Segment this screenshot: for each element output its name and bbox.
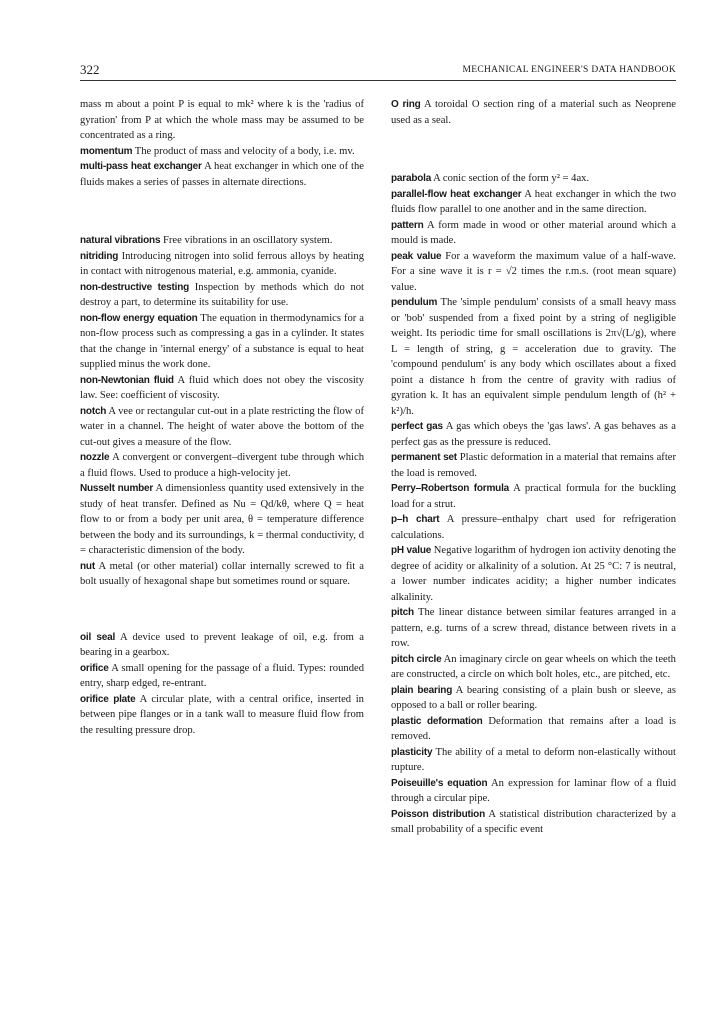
entry-term: nozzle — [80, 452, 110, 463]
entry-term: nut — [80, 560, 95, 572]
entry-term: natural vibrations — [80, 235, 161, 246]
entry-definition: Free vibrations in an oscillatory system. — [162, 235, 333, 246]
entry-term: perfect gas — [391, 421, 443, 432]
entry-term: pitch — [391, 607, 414, 618]
glossary-entry — [80, 159, 364, 190]
glossary-entry — [391, 683, 676, 714]
entry-term: Poisson distribution — [391, 808, 485, 820]
glossary-entry — [80, 144, 364, 160]
glossary-entry — [391, 295, 676, 419]
entry-definition: An expression for laminar flow of a fluid through a circular pipe. — [391, 777, 676, 804]
entry-definition: A gas which obeys the 'gas laws'. A gas behaves as a perfect gas as the pressure is reduced. — [391, 421, 676, 448]
glossary-entry — [80, 630, 364, 661]
entry-term: non-destructive testing — [80, 281, 190, 293]
entry-term: p–h chart — [391, 514, 440, 525]
glossary-entry — [391, 450, 676, 481]
entry-definition: Plastic deformation in a material that remains after the load is removed. — [391, 452, 676, 479]
entry-definition: The linear distance between similar features arranged in a pattern, e.g. turns of a screw thread, distance between rivets in a row. — [391, 607, 676, 649]
entry-definition: The equation in thermodynamics for a non-flow process such as compressing a gas in a cylinder. It states that the change in 'internal energy' of a substance is equal to heat supplied minus the work done. — [80, 312, 364, 370]
glossary-entry — [391, 171, 676, 187]
glossary-entry — [391, 419, 676, 450]
glossary-entry — [80, 249, 364, 280]
section-gap — [80, 190, 364, 233]
entry-definition: A toroidal O section ring of a material such as Neoprene used as a seal. — [391, 99, 676, 126]
entry-definition: Introducing nitrogen into solid ferrous alloys by heating in contact with nitrogenous material, e.g. ammonia, cyanide. — [80, 250, 365, 277]
entry-term: peak value — [391, 250, 442, 262]
entry-term: permanent set — [391, 452, 457, 463]
entry-term: plasticity — [391, 746, 433, 758]
entry-term: Perry–Robertson formula — [391, 483, 510, 494]
entry-definition: A form made in wood or other material around which a mould is made. — [391, 219, 676, 246]
entry-term: Poiseuille's equation — [391, 777, 488, 789]
glossary-entry — [391, 97, 676, 128]
entry-definition: A heat exchanger in which the two fluids flow parallel to one another and in the same direction. — [391, 188, 676, 215]
entry-term: nitriding — [80, 250, 119, 262]
glossary-entry — [80, 450, 364, 481]
entry-definition: Deformation that remains after a load is removed. — [391, 715, 676, 742]
entry-definition: A bearing consisting of a plain bush or sleeve, as opposed to a ball or roller bearing. — [391, 684, 676, 711]
entry-definition: For a waveform the maximum value of a half-wave. For a sine wave it is r = √2 times the r.m.s. (root mean square) value. — [391, 250, 676, 293]
entry-term: non-Newtonian fluid — [80, 374, 174, 386]
glossary-entry — [391, 807, 676, 838]
glossary-entry — [80, 233, 364, 249]
glossary-entry — [80, 661, 364, 692]
glossary-entry — [391, 745, 676, 776]
entry-term: momentum — [80, 145, 133, 157]
glossary-entry — [391, 652, 676, 683]
glossary-entry — [391, 512, 676, 543]
running-title: MECHANICAL ENGINEER'S DATA HANDBOOK — [462, 65, 676, 75]
glossary-entry — [391, 218, 676, 249]
entry-term: multi-pass heat exchanger — [80, 161, 202, 172]
glossary-entry — [391, 714, 676, 745]
entry-definition: A device used to prevent leakage of oil, e.g. from a bearing in a gearbox. — [80, 631, 364, 658]
entry-definition: A heat exchanger in which one of the fluids makes a series of passes in alternate directions. — [80, 161, 364, 188]
glossary-entry — [80, 559, 364, 590]
entry-definition: A convergent or convergent–divergent tube through which a fluid flows. Used to produce a high-velocity jet. — [80, 452, 364, 479]
entry-definition: The ability of a metal to deform non-elastically without rupture. — [391, 746, 676, 773]
glossary-entry — [391, 481, 676, 512]
entry-definition: A conic section of the form y² = 4ax. — [433, 173, 590, 184]
entry-definition: A fluid which does not obey the viscosity law. See: coefficient of viscosity. — [80, 374, 364, 401]
entry-term: notch — [80, 405, 107, 417]
entry-term: plain bearing — [391, 684, 453, 696]
entry-definition: A statistical distribution characterized by a small probability of a specific event — [391, 808, 676, 835]
entry-definition: The 'simple pendulum' consists of a small heavy mass or 'bob' suspended from a fixed point by a string of negligible weight. Its periodic time for small oscillations is 2π√(L/g), where L = length of string, g = acceleration due to gravity. The 'compound pendulum' is any body which oscillates about a fixed point a distance h from the centre of gravity with radius of gyration k. It has an equivalent simple pendulum length of (h² + k²)/h. — [391, 297, 676, 417]
left-column — [80, 97, 364, 738]
entry-term: oil seal — [80, 631, 116, 643]
glossary-entry — [80, 481, 364, 559]
entry-term: Nusselt number — [80, 483, 154, 494]
glossary-entry — [80, 311, 364, 373]
glossary-entry — [80, 97, 364, 144]
glossary-entry — [391, 187, 676, 218]
entry-definition: Inspection by methods which do not destroy a part, to determine its suitability for use. — [80, 281, 364, 308]
section-gap — [391, 128, 676, 171]
glossary-entry — [391, 543, 676, 605]
glossary-entry — [391, 605, 676, 652]
entry-term: parallel-flow heat exchanger — [391, 188, 522, 200]
entry-term: pattern — [391, 219, 424, 231]
entry-definition: mass m about a point P is equal to mk² where k is the 'radius of gyration' from P at which the whole mass may be assumed to be concentrated as a ring. — [80, 99, 364, 141]
entry-term: pitch circle — [391, 653, 442, 665]
entry-term: orifice plate — [80, 693, 136, 705]
glossary-entry — [391, 776, 676, 807]
glossary-entry — [80, 692, 364, 739]
entry-term: pendulum — [391, 297, 438, 308]
entry-definition: A metal (or other material) collar internally screwed to fit a bolt usually of hexagonal shape but sometimes round or square. — [80, 560, 364, 587]
entry-definition: A pressure–enthalpy chart used for refrigeration calculations. — [391, 514, 676, 541]
entry-definition: A vee or rectangular cut-out in a plate restricting the flow of water in a channel. The height of water above the bottom of the cut-out gives a measure of the flow. — [80, 405, 364, 448]
glossary-entry — [80, 280, 364, 311]
entry-term: O ring — [391, 99, 421, 110]
glossary-entry — [80, 404, 364, 451]
entry-definition: Negative logarithm of hydrogen ion activity denoting the degree of acidity or alkalinity of a solution. At 25 °C: 7 is neutral, a lower number indicates acidity; a higher number indicates alkalinity. — [391, 545, 676, 603]
page-number: 322 — [80, 62, 100, 77]
section-gap — [80, 590, 364, 630]
entry-definition: A small opening for the passage of a fluid. Types: rounded entry, sharp edged, re-entrant. — [80, 662, 364, 689]
page-header — [80, 60, 676, 81]
entry-term: pH value — [391, 545, 432, 556]
entry-definition: An imaginary circle on gear wheels on which the teeth are constructed, a circle on which bolt holes, etc., are pitched, etc. — [391, 653, 676, 680]
right-column — [391, 97, 676, 838]
entry-definition: A circular plate, with a central orifice, inserted in between pipe flanges or in a tank wall to measure fluid flow from the resulting pressure drop. — [80, 693, 364, 736]
entry-definition: The product of mass and velocity of a body, i.e. mv. — [134, 145, 355, 157]
entry-definition: A practical formula for the buckling load for a strut. — [391, 483, 676, 510]
entry-term: non-flow energy equation — [80, 312, 198, 324]
entry-definition: A dimensionless quantity used extensively in the study of heat transfer. Defined as Nu = Qd/kθ, where Q = heat flow to or from a body per unit area, θ = temperature difference between the body and its surroundings, k = thermal conductivity, d = characteristic dimension of the body. — [80, 483, 364, 556]
entry-term: plastic deformation — [391, 715, 483, 727]
entry-term: orifice — [80, 662, 109, 674]
glossary-entry — [80, 373, 364, 404]
entry-term: parabola — [391, 173, 432, 184]
glossary-entry — [391, 249, 676, 296]
